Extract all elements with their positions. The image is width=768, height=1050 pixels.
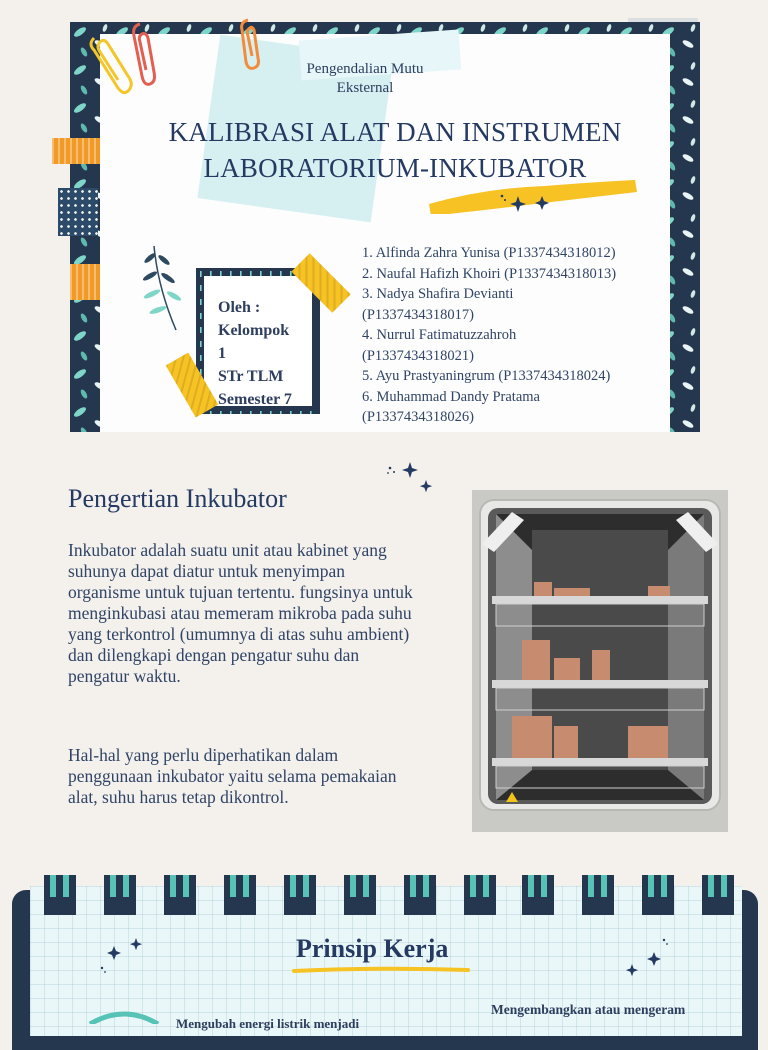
member-3: 3. Nadya Shafira Devianti <box>362 286 514 302</box>
flag-navy <box>58 188 98 236</box>
group-label: Kelompok <box>218 322 290 339</box>
section-title-pengertian: Pengertian Inkubator <box>68 484 287 513</box>
prinsip-right-text: Mengembangkan atau mengeram <box>491 1002 686 1017</box>
binder-ring <box>344 875 376 915</box>
binder-ring <box>164 875 196 915</box>
binder-ring <box>224 875 256 915</box>
oleh-label: Oleh : <box>218 299 261 316</box>
member-1: 1. Alfinda Zahra Yunisa (P1337434318012) <box>362 245 616 261</box>
binder-ring <box>404 875 436 915</box>
binder-ring <box>284 875 316 915</box>
binder-ring <box>642 875 674 915</box>
group-number: 1 <box>218 345 226 362</box>
yellow-highlight <box>425 178 640 214</box>
sparkle-icon <box>380 458 440 498</box>
group-info <box>218 296 313 408</box>
section-title-prinsip: Prinsip Kerja <box>296 934 449 963</box>
member-4-id: (P1337434318021) <box>362 347 474 364</box>
member-6-id: (P1337434318026) <box>362 409 474 425</box>
binder-ring <box>522 875 554 915</box>
binder-ring <box>44 875 76 915</box>
semester-label: Semester 7 <box>218 391 292 408</box>
flag-orange-bottom <box>70 264 100 300</box>
sparkle-icon <box>96 936 152 980</box>
member-3-id: (P1337434318017) <box>362 306 474 323</box>
member-5: 5. Ayu Prastyaningrum (P1337434318024) <box>362 368 611 384</box>
member-6: 6. Muhammad Dandy Pratama <box>362 388 540 405</box>
title-underline <box>292 965 470 975</box>
flag-orange-top <box>52 138 100 164</box>
member-4: 4. Nurrul Fatimatuzzahroh <box>362 327 517 343</box>
member-2: 2. Naufal Hafizh Khoiri (P1337434318013) <box>362 265 617 282</box>
paragraph-notes: Hal-hal yang perlu diperhatikan dalam penggunaan inkubator yaitu selama pemakaian alat, suhu harus tetap dikontrol. <box>68 745 397 807</box>
prinsip-left-text: Mengubah energi listrik menjadi <box>176 1016 360 1031</box>
subtitle: Pengendalian Mutu Eksternal <box>306 61 424 96</box>
member-list <box>362 243 672 428</box>
main-title: KALIBRASI ALAT DAN INSTRUMEN LABORATORIUM-INKUBATOR <box>168 117 622 183</box>
paperclip-orange-icon <box>236 16 266 74</box>
paperclip-yellow-icon <box>84 30 134 100</box>
paperclip-red-icon <box>128 20 158 90</box>
leaf-branch-icon <box>132 238 188 334</box>
binder-ring <box>582 875 614 915</box>
paragraph-definition: Inkubator adalah suatu unit atau kabinet yang suhunya dapat diatur untuk menyimpan organisme untuk tujuan tertentu. fungsinya untuk menginkubasi atau memeram mikroba pada suhu yang terkontrol (umumnya di atas suhu ambient) dan dilengkapi dengan pengatur suhu dan pengatur waktu. <box>68 540 413 686</box>
binder-ring <box>464 875 496 915</box>
incubator-photo <box>472 490 728 832</box>
circle-decoration <box>84 1010 164 1024</box>
binder-ring <box>104 875 136 915</box>
program-label: STr TLM <box>218 368 284 385</box>
binder-ring <box>702 875 734 915</box>
sparkle-icon <box>620 936 676 980</box>
